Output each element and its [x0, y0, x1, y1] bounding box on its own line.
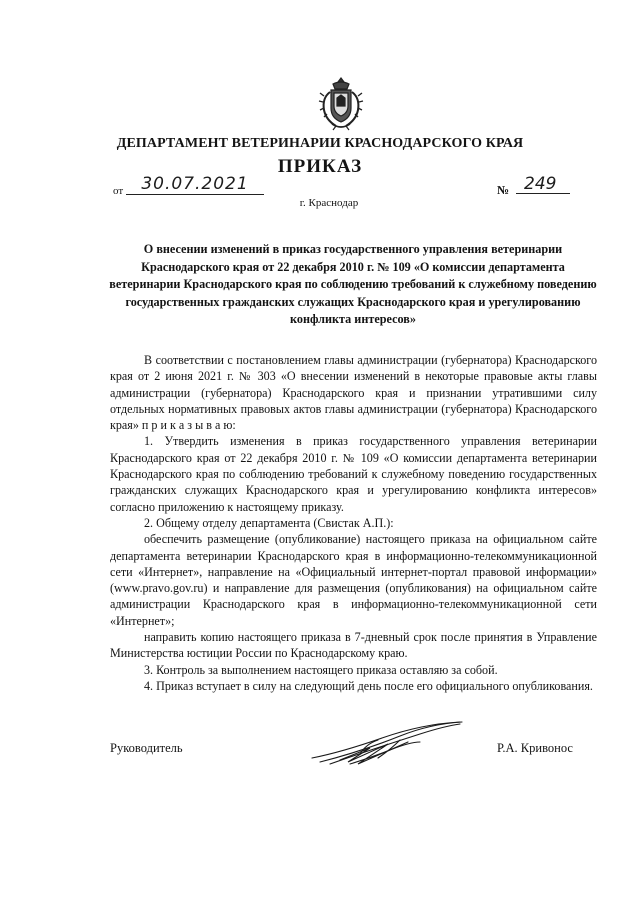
city-label: г. Краснодар — [299, 197, 359, 209]
clause-2-publish-paragraph: обеспечить размещение (опубликование) настоящего приказа на официальном сайте департамента ветеринарии Краснодарского края в информационно-телекоммуникационной сети «Интернет», направление на «Официальный интернет-портал правовой информации» (www.pravo.gov.ru) и направление для размещения (опубликования) на официальном сайте администрации Краснодарского края в информационно-телекоммуникационной сети «Интернет»; — [110, 532, 597, 628]
order-date: 30.07.2021 — [126, 174, 264, 195]
order-number: 249 — [516, 174, 570, 194]
clause-2-send-paragraph: направить копию настоящего приказа в 7-дневный срок после принятия в Управление Министерства юстиции России по Краснодарскому краю. — [110, 630, 597, 661]
document-type-title: ПРИКАЗ — [277, 156, 363, 177]
handwritten-signature — [300, 718, 470, 770]
clause-4-paragraph: 4. Приказ вступает в силу на следующий день после его официального опубликования. — [144, 678, 593, 693]
signer-name: Р.А. Кривонос — [497, 741, 573, 755]
number-prefix: № — [497, 183, 510, 197]
clause-1-paragraph: 1. Утвердить изменения в приказ государственного управления ветеринарии Краснодарского края от 22 декабря 2010 г. № 109 «О комиссии департамента ветеринарии Краснодарского края по соблюдению требований к служебному поведению государственных гражданских служащих Краснодарского края и урегулированию конфликта интересов» согласно приложению к настоящему приказу. — [110, 434, 597, 514]
coat-of-arms-icon — [318, 76, 364, 132]
order-body — [110, 352, 597, 694]
signer-position: Руководитель — [110, 741, 183, 755]
date-prefix: от — [113, 185, 124, 197]
order-subject: О внесении изменений в приказ государственного управления ветеринарии Краснодарского края от 22 декабря 2010 г. № 109 «О комиссии департамента ветеринарии Краснодарского края по соблюдению требований к служебному поведению государственных гражданских служащих Краснодарского края и урегулированию конфликта интересов» — [109, 242, 597, 326]
clause-3-paragraph: 3. Контроль за выполнением настоящего приказа оставляю за собой. — [144, 662, 498, 677]
preamble-paragraph: В соответствии с постановлением главы администрации (губернатора) Краснодарского края от 2 июня 2021 г. № 303 «О внесении изменений в некоторые правовые акты главы администрации (губернатора) Краснодарского края и признании утратившими силу отдельных нормативных правовых актов главы администрации (губернатора) Краснодарского края» п р и к а з ы в а ю: — [110, 353, 597, 433]
department-name: ДЕПАРТАМЕНТ ВЕТЕРИНАРИИ КРАСНОДАРСКОГО КРАЯ — [116, 136, 524, 151]
clause-2-paragraph: 2. Общему отделу департамента (Свистак А.П.): — [144, 515, 394, 530]
